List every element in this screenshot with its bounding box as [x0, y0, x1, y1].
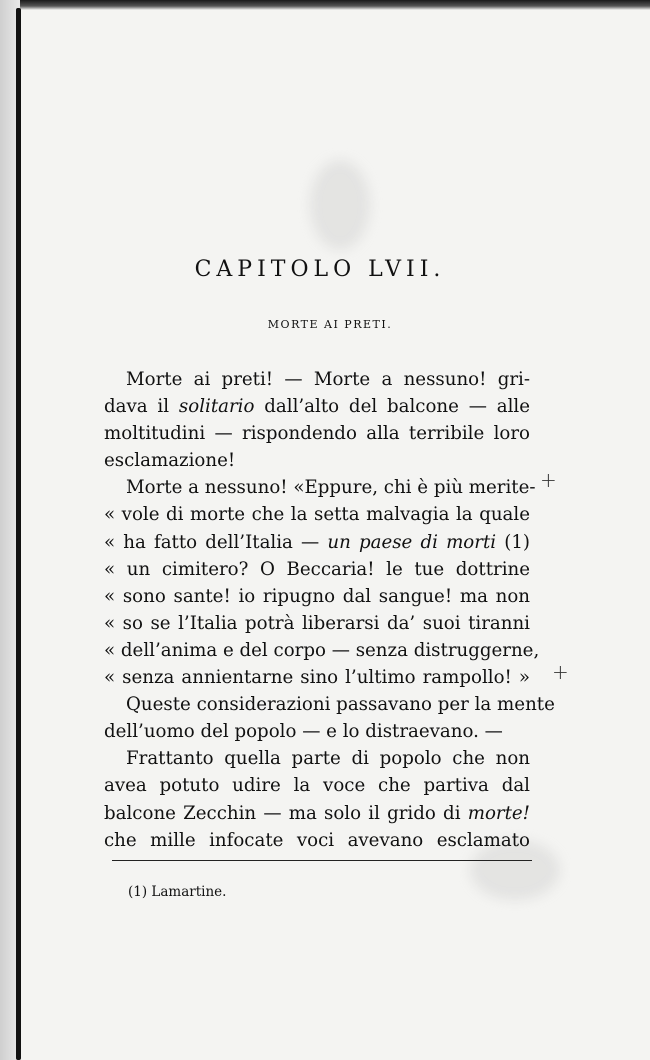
text-line: balcone Zecchin — ma solo il grido di morte! [104, 802, 530, 824]
body-text [104, 366, 555, 854]
text-line: Morte ai preti! — Morte a nessuno! gri- [126, 369, 530, 390]
text-line: che mille infocate voci avevano esclamato [104, 829, 530, 851]
text-line: « sono sante! io ripugno dal sangue! ma non [104, 585, 530, 607]
margin-pencil-mark: + [552, 660, 569, 684]
text-line: avea potuto udire la voce che partiva dal [104, 775, 530, 797]
text-line: « senza annientarne sino l’ultimo rampollo! » [104, 667, 530, 689]
footnote-rule [112, 860, 532, 861]
text-line: « so se l’Italia potrà liberarsi da’ suoi tiranni [104, 612, 530, 634]
text-line: moltitudini — rispondendo alla terribile loro [104, 423, 530, 445]
chapter-subtitle: MORTE AI PRETI. [267, 318, 393, 331]
chapter-title: CAPITOLO LVII. [194, 257, 446, 282]
text-line: « dell’anima e del corpo — senza distruggerne, [104, 639, 540, 661]
text-line: esclamazione! [104, 450, 236, 472]
page-top-edge [0, 0, 650, 10]
text-line: Morte a nessuno! «Eppure, chi è più merite- [126, 477, 536, 499]
paper-stain [310, 160, 370, 250]
binding-line [16, 8, 21, 1060]
text-line: dava il solitario dall’alto del balcone — alle [104, 396, 530, 418]
text-line: dell’uomo del popolo — e lo distraevano. — [104, 721, 503, 743]
text-line: Queste considerazioni passavano per la mente [126, 694, 555, 716]
text-line: « un cimitero? O Beccaria! le tue dottrine [104, 558, 530, 580]
text-line: « vole di morte che la setta malvagia la quale [104, 504, 530, 526]
margin-pencil-mark: + [540, 468, 557, 492]
text-line: Frattanto quella parte di popolo che non [126, 748, 530, 770]
footnote: (1) Lamartine. [128, 884, 227, 900]
text-line: « ha fatto dell’Italia — un paese di morti (1) [104, 531, 531, 553]
